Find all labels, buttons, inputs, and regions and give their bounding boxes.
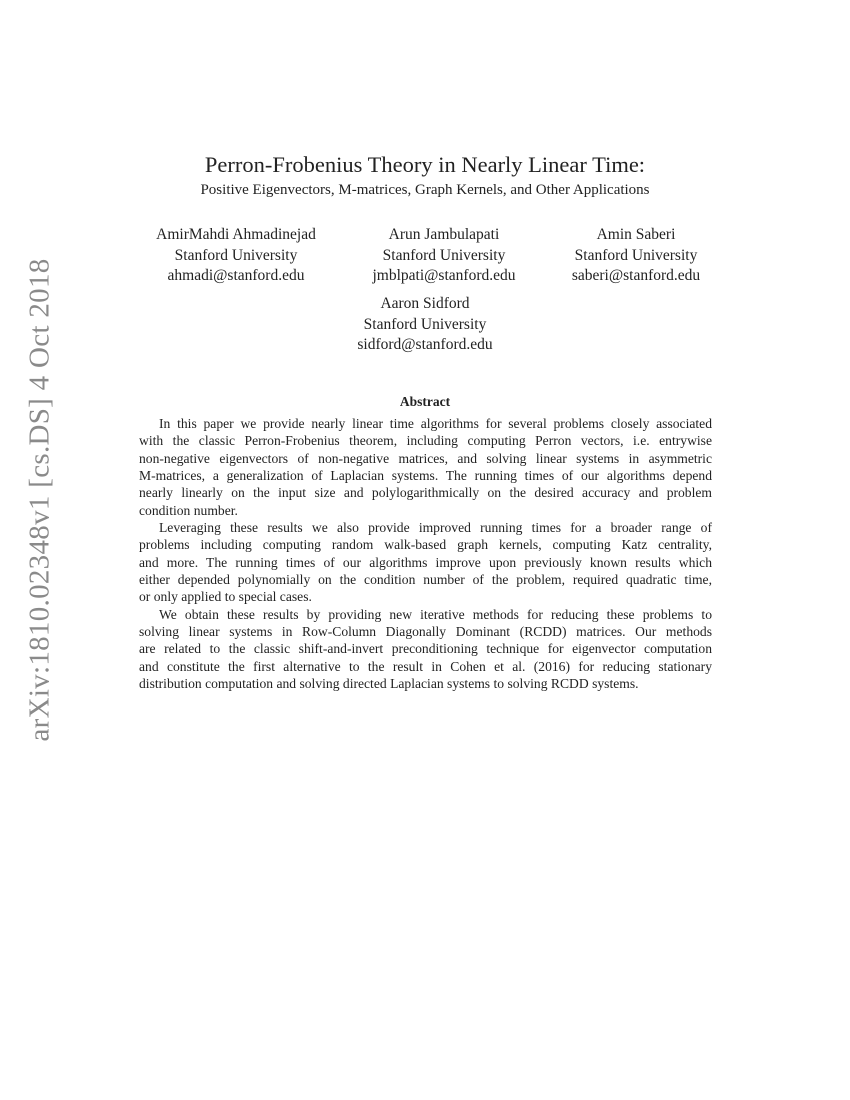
author-block bbox=[295, 294, 555, 356]
author-affiliation: Stanford University bbox=[382, 246, 506, 264]
author-affiliation: Stanford University bbox=[574, 246, 698, 264]
abstract-line: distribution computation and solving directed Laplacian systems to solving RCDD systems. bbox=[139, 676, 639, 692]
author-email: saberi@stanford.edu bbox=[571, 267, 701, 284]
author-email: ahmadi@stanford.edu bbox=[167, 267, 305, 284]
abstract-line: problems including computing random walk-based graph kernels, computing Katz centrality, bbox=[139, 537, 712, 553]
abstract-line: non-negative eigenvectors of non-negative matrices, and solving linear systems in asymmetric bbox=[139, 450, 712, 466]
abstract-line: or only applied to special cases. bbox=[139, 589, 312, 605]
author-name: Arun Jambulapati bbox=[388, 226, 500, 243]
paper-subtitle: Positive Eigenvectors, M-matrices, Graph Kernels, and Other Applications bbox=[200, 182, 650, 198]
abstract-line: In this paper we provide nearly linear time algorithms for several problems closely associated bbox=[159, 416, 712, 431]
abstract-line: solving linear systems in Row-Column Diagonally Dominant (RCDD) matrices. Our methods bbox=[139, 624, 712, 640]
abstract-line: and more. The running times of our algorithms improve upon previously known results which bbox=[139, 554, 712, 570]
abstract-heading: Abstract bbox=[399, 394, 451, 409]
author-block bbox=[506, 225, 766, 287]
abstract-body bbox=[139, 415, 712, 693]
abstract-line: condition number. bbox=[139, 502, 238, 518]
author-name: AmirMahdi Ahmadinejad bbox=[156, 226, 316, 243]
abstract-line: are related to the classic shift-and-invert preconditioning technique for eigenvector computation bbox=[139, 641, 712, 657]
abstract-line: Leveraging these results we also provide improved running times for a broader range of bbox=[159, 520, 712, 536]
author-email: jmblpati@stanford.edu bbox=[372, 267, 516, 284]
author-name: Aaron Sidford bbox=[380, 295, 470, 312]
abstract-line: either depended polynomially on the condition number of the problem, required quadratic time, bbox=[139, 572, 712, 588]
author-email: sidford@stanford.edu bbox=[357, 336, 493, 353]
abstract-line: M-matrices, a generalization of Laplacian systems. The running times of our algorithms depend bbox=[139, 468, 712, 484]
abstract-line: We obtain these results by providing new iterative methods for reducing these problems to bbox=[159, 606, 712, 622]
arxiv-stamp: arXiv:1810.02348v1 [cs.DS] 4 Oct 2018 bbox=[23, 258, 56, 742]
author-affiliation: Stanford University bbox=[363, 315, 487, 333]
abstract-line: nearly linearly on the input size and polylogarithmically on the desired accuracy and problem bbox=[139, 485, 712, 501]
abstract-line: with the classic Perron-Frobenius theorem, including computing Perron vectors, i.e. entrywise bbox=[139, 433, 712, 449]
author-affiliation: Stanford University bbox=[174, 246, 298, 264]
author-name: Amin Saberi bbox=[596, 226, 676, 243]
paper-title: Perron-Frobenius Theory in Nearly Linear Time: bbox=[204, 152, 646, 177]
abstract-line: and constitute the first alternative to the result in Cohen et al. (2016) for reducing stationary bbox=[139, 658, 712, 674]
